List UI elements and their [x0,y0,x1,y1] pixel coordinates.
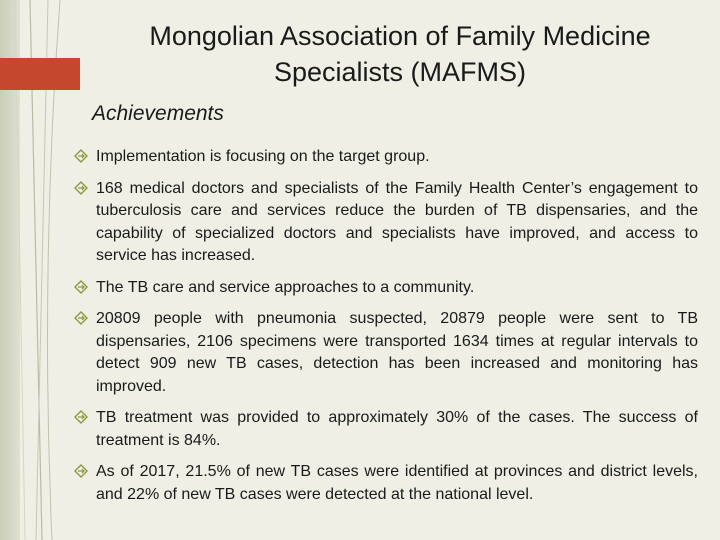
diamond-arrow-icon [74,181,88,195]
bullet-text: The TB care and service approaches to a community. [96,278,475,296]
bullet-text: Implementation is focusing on the target group. [96,148,430,165]
accent-tab [0,58,80,90]
bullet-text: 168 medical doctors and specialists of the Family Health Center’s engagement to tuberculosis care and services reduce the burden of TB dispensaries, and the capability of specialized doctors and specialists have improved, and access to service has increased. [96,179,698,264]
bullet-text: TB treatment was provided to approximately 30% of the cases. The success of treatment is 84%. [96,409,698,449]
title-line-1: Mongolian Association of Family Medicine [149,21,651,51]
diamond-arrow-icon [74,311,88,325]
bullet-text: 20809 people with pneumonia suspected, 20879 people were sent to TB dispensaries, 2106 specimens were transported 1634 times at regular intervals to detect 909 new TB cases, detection has been increased and monitoring has improved. [96,310,698,395]
bullet-item [74,308,698,398]
bullet-text: As of 2017, 21.5% of new TB cases were identified at provinces and district levels, and 22% of new TB cases were detected at the national level. [96,463,698,503]
diamond-arrow-icon [74,464,88,478]
bullet-item [74,461,698,506]
diamond-arrow-icon [74,280,88,294]
section-subtitle: Achievements [92,102,224,125]
bullet-item [74,407,698,452]
page-title [90,18,710,90]
bullet-item [74,277,698,300]
bullet-list [74,146,698,515]
diamond-arrow-icon [74,410,88,424]
title-line-2: Specialists (MAFMS) [273,57,527,87]
bullet-item [74,178,698,268]
diamond-arrow-icon [74,149,88,163]
bullet-item [74,146,698,169]
